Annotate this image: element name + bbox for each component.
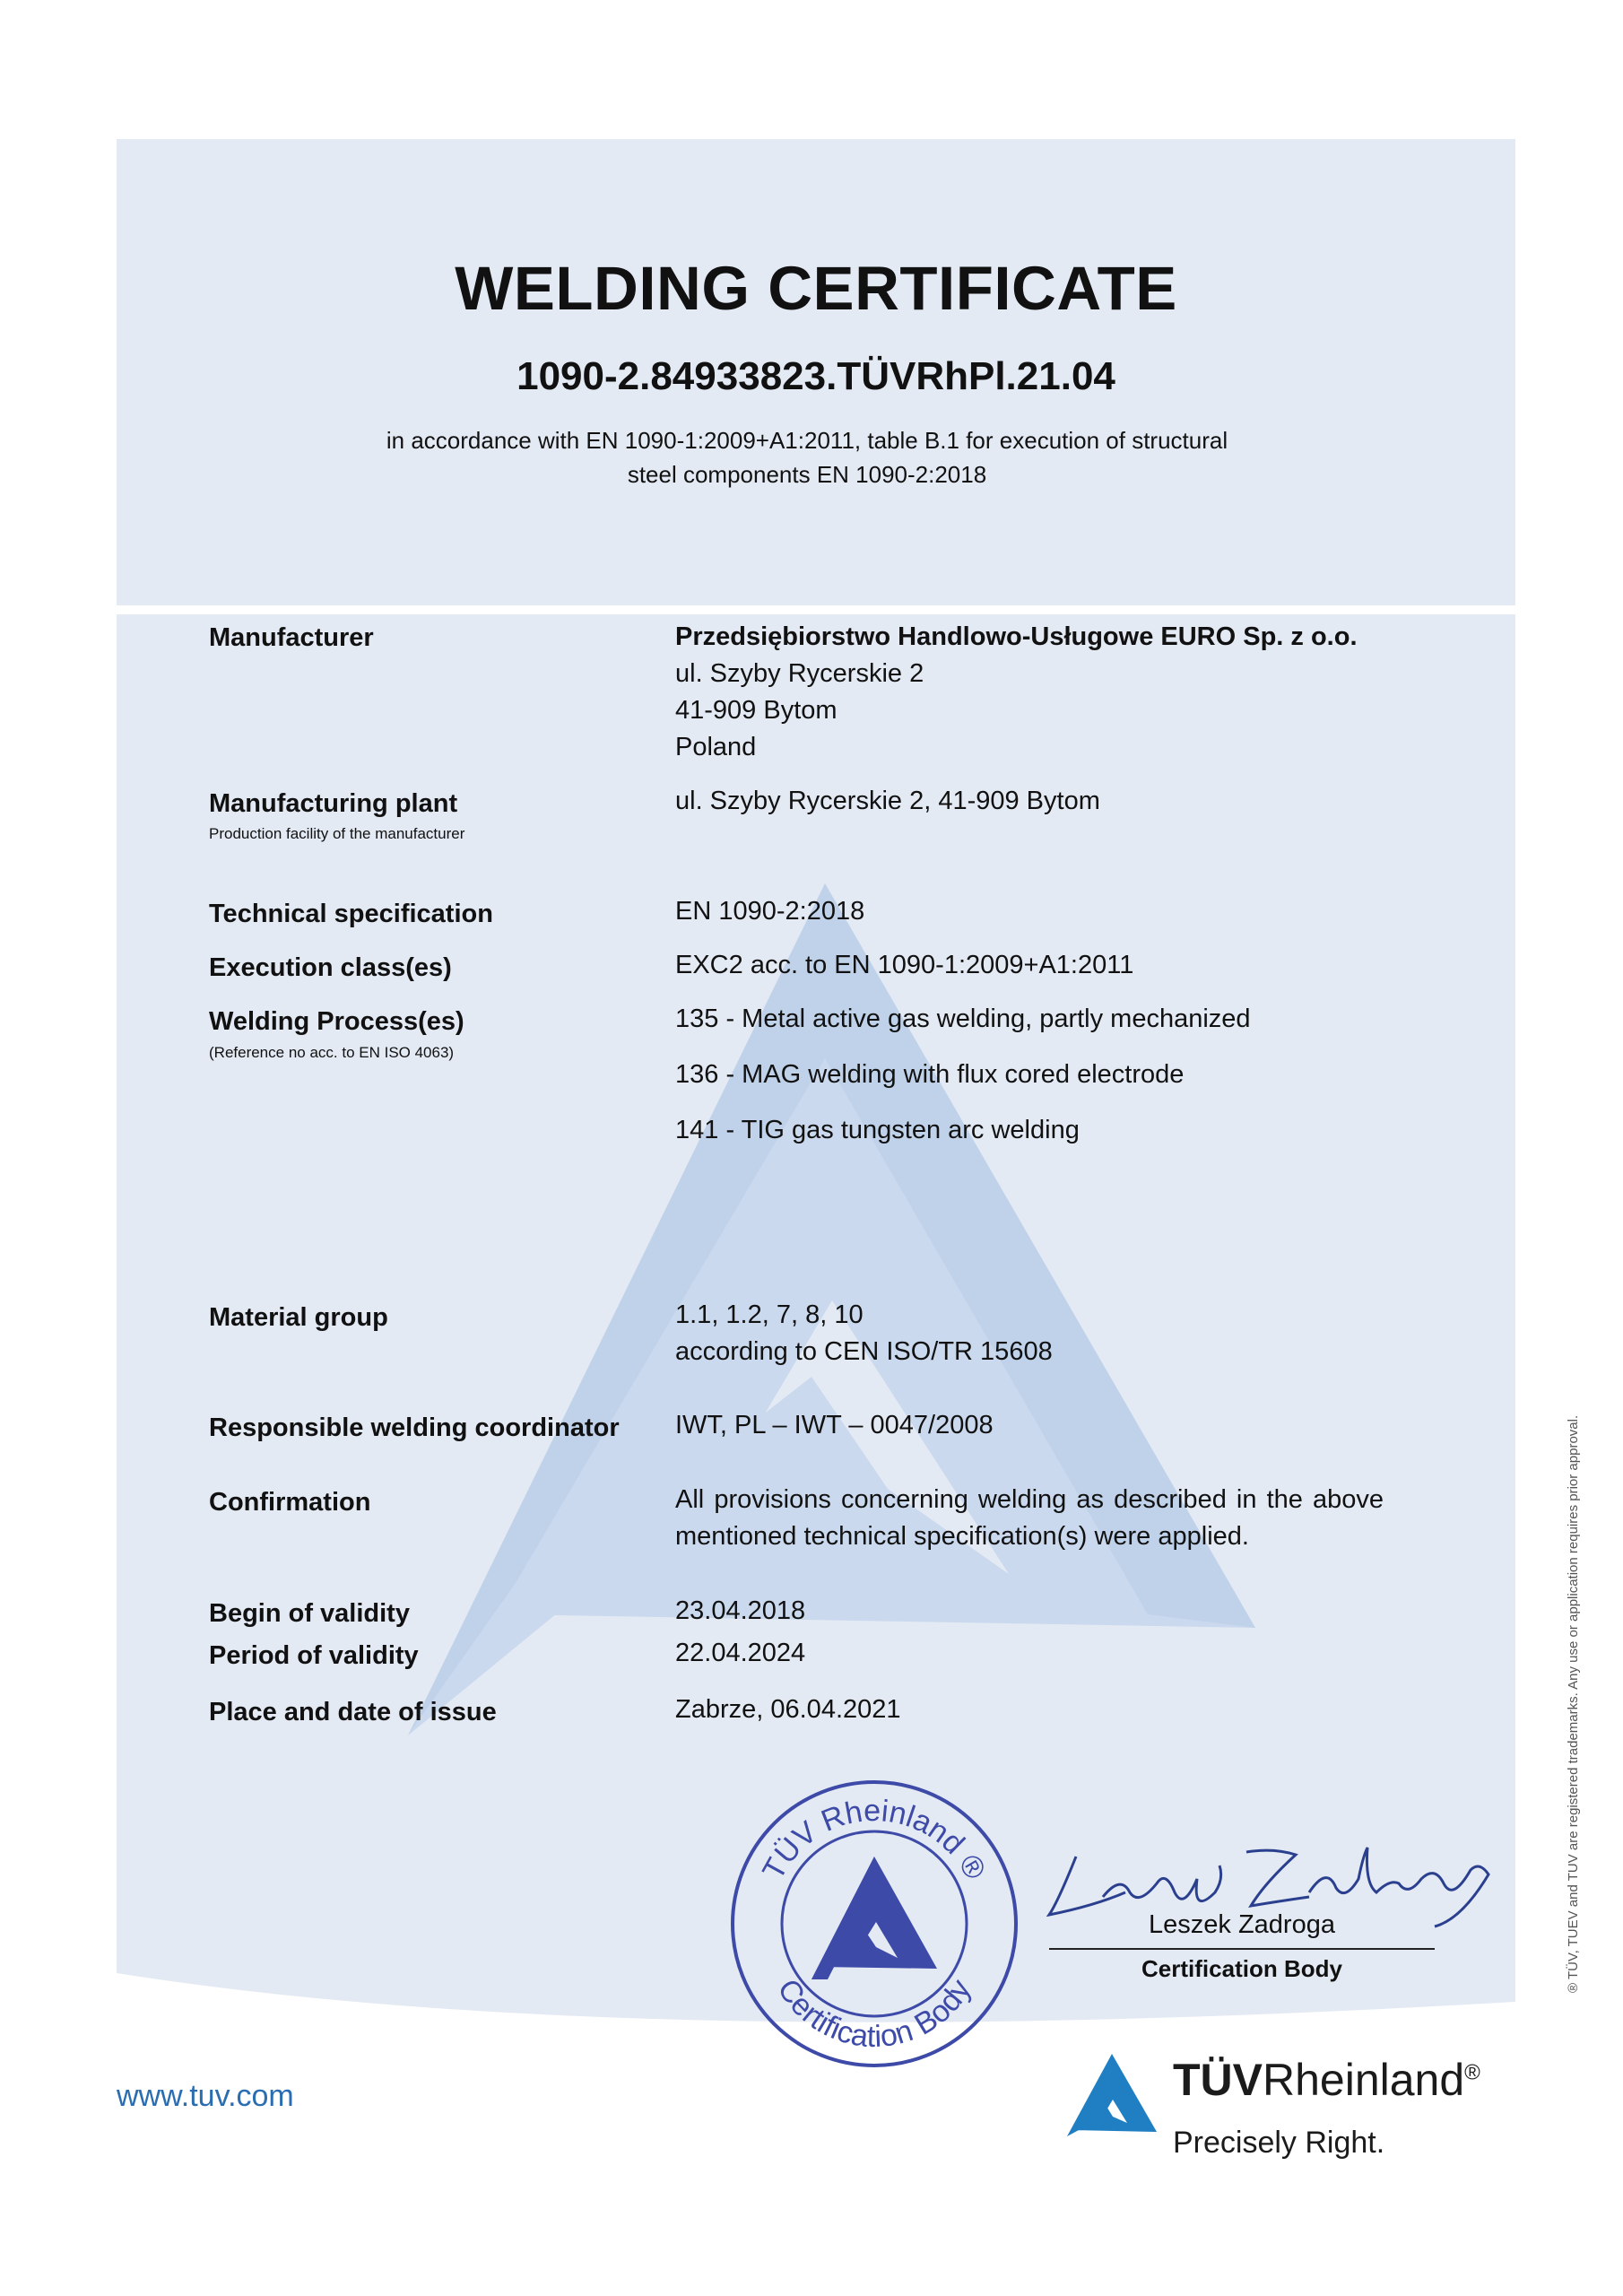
material-group-label: Material group	[209, 1303, 388, 1332]
manufacturer-country: Poland	[675, 733, 757, 761]
confirmation-value: All provisions concerning welding as described in the above mentioned technical specification(s) were applied.	[675, 1485, 1384, 1551]
place-date-label: Place and date of issue	[209, 1698, 497, 1726]
tuv-logo-icon	[1063, 2049, 1161, 2139]
coordinator-value: IWT, PL – IWT – 0047/2008	[675, 1411, 994, 1439]
period-validity-label: Period of validity	[209, 1641, 419, 1670]
signature-line	[1049, 1948, 1435, 1950]
technical-spec-label: Technical specification	[209, 900, 493, 928]
welding-process-item: 136 - MAG welding with flux cored electrode	[675, 1060, 1185, 1089]
plant-label: Manufacturing plant	[209, 789, 458, 818]
website-link[interactable]: www.tuv.com	[117, 2079, 294, 2113]
execution-class-label: Execution class(es)	[209, 953, 452, 982]
welding-process-item: 135 - Metal active gas welding, partly mechanized	[675, 1004, 1251, 1033]
begin-validity-value: 23.04.2018	[675, 1596, 806, 1625]
stamp-bottom-text: Certification Body	[770, 1972, 978, 2055]
manufacturer-city: 41-909 Bytom	[675, 696, 838, 725]
confirmation-label: Confirmation	[209, 1488, 371, 1517]
welding-process-label: Welding Process(es)	[209, 1007, 464, 1036]
intro-line-2: steel components EN 1090-2:2018	[627, 461, 987, 488]
begin-validity-label: Begin of validity	[209, 1599, 410, 1628]
certification-stamp	[722, 1771, 1027, 2076]
period-validity-value: 22.04.2024	[675, 1639, 806, 1667]
welding-process-sublabel: (Reference no acc. to EN ISO 4063)	[209, 1044, 455, 1061]
stamp-top-text: TÜV Rheinland ®	[756, 1793, 993, 1886]
manufacturer-street: ul. Szyby Rycerskie 2	[675, 659, 924, 688]
place-date-value: Zabrze, 06.04.2021	[675, 1695, 901, 1724]
certificate-intro	[305, 423, 1309, 491]
brand-slogan: Precisely Right.	[1173, 2126, 1385, 2160]
coordinator-label: Responsible welding coordinator	[209, 1413, 620, 1442]
material-group-note: according to CEN ISO/TR 15608	[675, 1337, 1053, 1366]
certificate-number: 1090-2.84933823.TÜVRhPl.21.04	[516, 354, 1115, 398]
signatory-role: Certification Body	[1141, 1955, 1342, 1982]
signatory-name: Leszek Zadroga	[1149, 1910, 1335, 1939]
trademark-note: ® TÜV, TUEV and TUV are registered trademarks. Any use or application requires prior approval.	[1566, 1414, 1581, 1993]
welding-process-item: 141 - TIG gas tungsten arc welding	[675, 1116, 1080, 1144]
certificate-title: WELDING CERTIFICATE	[455, 254, 1177, 323]
plant-sublabel: Production facility of the manufacturer	[209, 825, 465, 842]
material-group-value: 1.1, 1.2, 7, 8, 10	[675, 1300, 864, 1329]
technical-spec-value: EN 1090-2:2018	[675, 897, 865, 926]
manufacturer-name: Przedsiębiorstwo Handlowo-Usługowe EURO Sp. z o.o.	[675, 622, 1358, 651]
plant-value: ul. Szyby Rycerskie 2, 41-909 Bytom	[675, 787, 1100, 815]
intro-line-1: in accordance with EN 1090-1:2009+A1:2011, table B.1 for execution of structural	[386, 427, 1228, 454]
manufacturer-label: Manufacturer	[209, 623, 374, 652]
tuv-triangle-icon	[812, 1857, 937, 1979]
execution-class-value: EXC2 acc. to EN 1090-1:2009+A1:2011	[675, 951, 1134, 979]
tuv-brand: TÜVRheinland®	[1173, 2055, 1480, 2105]
